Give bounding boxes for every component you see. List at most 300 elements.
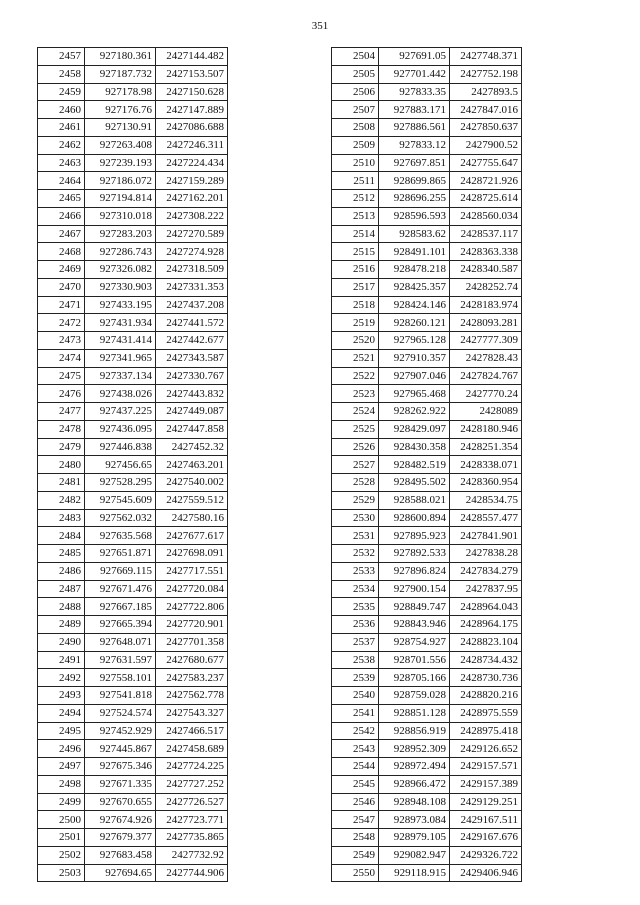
point-number-cell: 2482	[38, 491, 85, 509]
y-coordinate-cell: 2428975.559	[450, 704, 522, 722]
point-number-cell: 2539	[332, 669, 379, 687]
x-coordinate-cell: 927665.394	[85, 616, 156, 634]
y-coordinate-cell: 2427847.016	[450, 101, 522, 119]
table-row	[38, 633, 228, 651]
point-number-cell: 2537	[332, 633, 379, 651]
x-coordinate-cell: 927180.361	[85, 48, 156, 66]
coordinates-table-right	[331, 47, 522, 882]
y-coordinate-cell: 2427824.767	[450, 367, 522, 385]
y-coordinate-cell: 2427580.16	[156, 509, 228, 527]
point-number-cell: 2474	[38, 349, 85, 367]
y-coordinate-cell: 2427722.806	[156, 598, 228, 616]
y-coordinate-cell: 2427755.647	[450, 154, 522, 172]
y-coordinate-cell: 2428180.946	[450, 420, 522, 438]
x-coordinate-cell: 927194.814	[85, 190, 156, 208]
table-row	[332, 722, 522, 740]
point-number-cell: 2492	[38, 669, 85, 687]
y-coordinate-cell: 2427735.865	[156, 829, 228, 847]
point-number-cell: 2498	[38, 775, 85, 793]
point-number-cell: 2543	[332, 740, 379, 758]
y-coordinate-cell: 2427727.252	[156, 775, 228, 793]
point-number-cell: 2466	[38, 207, 85, 225]
x-coordinate-cell: 927263.408	[85, 136, 156, 154]
point-number-cell: 2512	[332, 190, 379, 208]
table-row	[38, 811, 228, 829]
y-coordinate-cell: 2427680.677	[156, 651, 228, 669]
x-coordinate-cell: 928596.593	[379, 207, 450, 225]
y-coordinate-cell: 2427224.434	[156, 154, 228, 172]
x-coordinate-cell: 928849.747	[379, 598, 450, 616]
x-coordinate-cell: 927326.082	[85, 261, 156, 279]
x-coordinate-cell: 927671.335	[85, 775, 156, 793]
y-coordinate-cell: 2427724.225	[156, 758, 228, 776]
x-coordinate-cell: 927892.533	[379, 545, 450, 563]
y-coordinate-cell: 2427677.617	[156, 527, 228, 545]
table-row	[332, 509, 522, 527]
x-coordinate-cell: 928754.927	[379, 633, 450, 651]
x-coordinate-cell: 927679.377	[85, 829, 156, 847]
y-coordinate-cell: 2428725.614	[450, 190, 522, 208]
x-coordinate-cell: 928843.946	[379, 616, 450, 634]
x-coordinate-cell: 927667.185	[85, 598, 156, 616]
point-number-cell: 2510	[332, 154, 379, 172]
table-row	[38, 775, 228, 793]
point-number-cell: 2472	[38, 314, 85, 332]
y-coordinate-cell: 2428534.75	[450, 491, 522, 509]
table-row	[38, 598, 228, 616]
y-coordinate-cell: 2427442.677	[156, 332, 228, 350]
y-coordinate-cell: 2428252.74	[450, 278, 522, 296]
y-coordinate-cell: 2427159.289	[156, 172, 228, 190]
point-number-cell: 2486	[38, 562, 85, 580]
y-coordinate-cell: 2428975.418	[450, 722, 522, 740]
point-number-cell: 2479	[38, 438, 85, 456]
y-coordinate-cell: 2428093.281	[450, 314, 522, 332]
y-coordinate-cell: 2427850.637	[450, 119, 522, 137]
table-row	[332, 651, 522, 669]
point-number-cell: 2480	[38, 456, 85, 474]
x-coordinate-cell: 927886.561	[379, 119, 450, 137]
x-coordinate-cell: 928583.62	[379, 225, 450, 243]
point-number-cell: 2513	[332, 207, 379, 225]
table-row	[38, 83, 228, 101]
point-number-cell: 2485	[38, 545, 85, 563]
y-coordinate-cell: 2427318.509	[156, 261, 228, 279]
y-coordinate-cell: 2427437.208	[156, 296, 228, 314]
x-coordinate-cell: 927341.965	[85, 349, 156, 367]
table-row	[38, 296, 228, 314]
table-row	[38, 527, 228, 545]
point-number-cell: 2509	[332, 136, 379, 154]
coordinates-table-left	[37, 47, 228, 882]
table-row	[332, 136, 522, 154]
y-coordinate-cell: 2427447.858	[156, 420, 228, 438]
y-coordinate-cell: 2427770.24	[450, 385, 522, 403]
x-coordinate-cell: 928948.108	[379, 793, 450, 811]
y-coordinate-cell: 2428734.432	[450, 651, 522, 669]
point-number-cell: 2529	[332, 491, 379, 509]
y-coordinate-cell: 2429167.511	[450, 811, 522, 829]
x-coordinate-cell: 927669.115	[85, 562, 156, 580]
point-number-cell: 2464	[38, 172, 85, 190]
table-row	[332, 48, 522, 66]
x-coordinate-cell: 927907.046	[379, 367, 450, 385]
x-coordinate-cell: 927896.824	[379, 562, 450, 580]
point-number-cell: 2493	[38, 687, 85, 705]
point-number-cell: 2481	[38, 474, 85, 492]
table-row	[332, 829, 522, 847]
table-row	[332, 740, 522, 758]
table-row	[332, 438, 522, 456]
table-row	[332, 65, 522, 83]
table-row	[38, 687, 228, 705]
table-row	[332, 527, 522, 545]
x-coordinate-cell: 927631.597	[85, 651, 156, 669]
x-coordinate-cell: 927648.071	[85, 633, 156, 651]
x-coordinate-cell: 927438.026	[85, 385, 156, 403]
point-number-cell: 2521	[332, 349, 379, 367]
x-coordinate-cell: 928430.358	[379, 438, 450, 456]
x-coordinate-cell: 927697.851	[379, 154, 450, 172]
x-coordinate-cell: 927910.357	[379, 349, 450, 367]
table-row	[332, 367, 522, 385]
point-number-cell: 2491	[38, 651, 85, 669]
x-coordinate-cell: 927833.12	[379, 136, 450, 154]
table-row	[38, 456, 228, 474]
table-row	[38, 545, 228, 563]
x-coordinate-cell: 927895.923	[379, 527, 450, 545]
table-row	[38, 651, 228, 669]
x-coordinate-cell: 927330.903	[85, 278, 156, 296]
table-row	[332, 704, 522, 722]
table-row	[38, 172, 228, 190]
x-coordinate-cell: 927674.926	[85, 811, 156, 829]
point-number-cell: 2515	[332, 243, 379, 261]
point-number-cell: 2473	[38, 332, 85, 350]
table-row	[332, 598, 522, 616]
x-coordinate-cell: 928972.494	[379, 758, 450, 776]
y-coordinate-cell: 2428360.954	[450, 474, 522, 492]
y-coordinate-cell: 2427698.091	[156, 545, 228, 563]
y-coordinate-cell: 2427752.198	[450, 65, 522, 83]
point-number-cell: 2541	[332, 704, 379, 722]
x-coordinate-cell: 927675.346	[85, 758, 156, 776]
point-number-cell: 2503	[38, 864, 85, 882]
point-number-cell: 2517	[332, 278, 379, 296]
x-coordinate-cell: 927452.929	[85, 722, 156, 740]
point-number-cell: 2497	[38, 758, 85, 776]
x-coordinate-cell: 927239.193	[85, 154, 156, 172]
y-coordinate-cell: 2427086.688	[156, 119, 228, 137]
table-row	[332, 349, 522, 367]
y-coordinate-cell: 2427144.482	[156, 48, 228, 66]
x-coordinate-cell: 928600.894	[379, 509, 450, 527]
x-coordinate-cell: 927671.476	[85, 580, 156, 598]
point-number-cell: 2532	[332, 545, 379, 563]
y-coordinate-cell: 2428730.736	[450, 669, 522, 687]
x-coordinate-cell: 927437.225	[85, 403, 156, 421]
table-row	[38, 846, 228, 864]
point-number-cell: 2533	[332, 562, 379, 580]
y-coordinate-cell: 2427543.327	[156, 704, 228, 722]
point-number-cell: 2461	[38, 119, 85, 137]
x-coordinate-cell: 928588.021	[379, 491, 450, 509]
x-coordinate-cell: 927670.655	[85, 793, 156, 811]
point-number-cell: 2457	[38, 48, 85, 66]
point-number-cell: 2462	[38, 136, 85, 154]
y-coordinate-cell: 2427726.527	[156, 793, 228, 811]
point-number-cell: 2494	[38, 704, 85, 722]
y-coordinate-cell: 2429157.389	[450, 775, 522, 793]
table-row	[38, 722, 228, 740]
x-coordinate-cell: 928478.218	[379, 261, 450, 279]
y-coordinate-cell: 2427701.358	[156, 633, 228, 651]
point-number-cell: 2460	[38, 101, 85, 119]
point-number-cell: 2477	[38, 403, 85, 421]
x-coordinate-cell: 927436.095	[85, 420, 156, 438]
table-row	[332, 562, 522, 580]
y-coordinate-cell: 2429167.676	[450, 829, 522, 847]
y-coordinate-cell: 2429157.571	[450, 758, 522, 776]
table-row	[332, 811, 522, 829]
y-coordinate-cell: 2427720.084	[156, 580, 228, 598]
point-number-cell: 2546	[332, 793, 379, 811]
y-coordinate-cell: 2427837.95	[450, 580, 522, 598]
table-row	[38, 207, 228, 225]
table-row	[38, 101, 228, 119]
y-coordinate-cell: 2427441.572	[156, 314, 228, 332]
point-number-cell: 2550	[332, 864, 379, 882]
point-number-cell: 2523	[332, 385, 379, 403]
y-coordinate-cell: 2427147.889	[156, 101, 228, 119]
point-number-cell: 2478	[38, 420, 85, 438]
y-coordinate-cell: 2427828.43	[450, 349, 522, 367]
y-coordinate-cell: 2428964.043	[450, 598, 522, 616]
x-coordinate-cell: 928495.502	[379, 474, 450, 492]
y-coordinate-cell: 2428363.338	[450, 243, 522, 261]
table-row	[332, 243, 522, 261]
x-coordinate-cell: 927694.65	[85, 864, 156, 882]
x-coordinate-cell: 927701.442	[379, 65, 450, 83]
x-coordinate-cell: 927283.203	[85, 225, 156, 243]
x-coordinate-cell: 927337.134	[85, 367, 156, 385]
y-coordinate-cell: 2427463.201	[156, 456, 228, 474]
point-number-cell: 2518	[332, 296, 379, 314]
y-coordinate-cell: 2427449.087	[156, 403, 228, 421]
y-coordinate-cell: 2427330.767	[156, 367, 228, 385]
table-row	[38, 403, 228, 421]
y-coordinate-cell: 2428560.034	[450, 207, 522, 225]
x-coordinate-cell: 929118.915	[379, 864, 450, 882]
point-number-cell: 2508	[332, 119, 379, 137]
x-coordinate-cell: 928973.084	[379, 811, 450, 829]
x-coordinate-cell: 928429.097	[379, 420, 450, 438]
table-row	[332, 332, 522, 350]
point-number-cell: 2502	[38, 846, 85, 864]
table-row	[332, 456, 522, 474]
x-coordinate-cell: 927635.568	[85, 527, 156, 545]
point-number-cell: 2490	[38, 633, 85, 651]
point-number-cell: 2548	[332, 829, 379, 847]
x-coordinate-cell: 927965.468	[379, 385, 450, 403]
table-row	[332, 687, 522, 705]
x-coordinate-cell: 928966.472	[379, 775, 450, 793]
x-coordinate-cell: 928425.357	[379, 278, 450, 296]
x-coordinate-cell: 927683.458	[85, 846, 156, 864]
point-number-cell: 2530	[332, 509, 379, 527]
point-number-cell: 2483	[38, 509, 85, 527]
point-number-cell: 2536	[332, 616, 379, 634]
table-row	[38, 314, 228, 332]
table-row	[38, 704, 228, 722]
table-row	[332, 261, 522, 279]
table-row	[38, 154, 228, 172]
x-coordinate-cell: 927176.76	[85, 101, 156, 119]
table-row	[332, 190, 522, 208]
table-row	[332, 154, 522, 172]
table-row	[332, 385, 522, 403]
y-coordinate-cell: 2427274.928	[156, 243, 228, 261]
point-number-cell: 2487	[38, 580, 85, 598]
point-number-cell: 2528	[332, 474, 379, 492]
point-number-cell: 2463	[38, 154, 85, 172]
table-row	[332, 296, 522, 314]
table-row	[332, 119, 522, 137]
y-coordinate-cell: 2427583.237	[156, 669, 228, 687]
x-coordinate-cell: 927445.867	[85, 740, 156, 758]
table-row	[332, 669, 522, 687]
point-number-cell: 2495	[38, 722, 85, 740]
point-number-cell: 2538	[332, 651, 379, 669]
table-row	[38, 332, 228, 350]
y-coordinate-cell: 2428251.354	[450, 438, 522, 456]
point-number-cell: 2535	[332, 598, 379, 616]
point-number-cell: 2531	[332, 527, 379, 545]
y-coordinate-cell: 2427246.311	[156, 136, 228, 154]
point-number-cell: 2520	[332, 332, 379, 350]
y-coordinate-cell: 2427717.551	[156, 562, 228, 580]
y-coordinate-cell: 2427838.28	[450, 545, 522, 563]
y-coordinate-cell: 2427162.201	[156, 190, 228, 208]
y-coordinate-cell: 2428823.104	[450, 633, 522, 651]
y-coordinate-cell: 2427732.92	[156, 846, 228, 864]
x-coordinate-cell: 927528.295	[85, 474, 156, 492]
table-row	[38, 580, 228, 598]
point-number-cell: 2549	[332, 846, 379, 864]
table-row	[332, 864, 522, 882]
y-coordinate-cell: 2428964.175	[450, 616, 522, 634]
point-number-cell: 2534	[332, 580, 379, 598]
y-coordinate-cell: 2428820.216	[450, 687, 522, 705]
point-number-cell: 2501	[38, 829, 85, 847]
table-row	[38, 793, 228, 811]
table-row	[332, 225, 522, 243]
table-row	[38, 261, 228, 279]
table-row	[332, 83, 522, 101]
table-row	[38, 225, 228, 243]
point-number-cell: 2525	[332, 420, 379, 438]
table-row	[38, 243, 228, 261]
point-number-cell: 2468	[38, 243, 85, 261]
y-coordinate-cell: 2429129.251	[450, 793, 522, 811]
point-number-cell: 2527	[332, 456, 379, 474]
y-coordinate-cell: 2427777.309	[450, 332, 522, 350]
y-coordinate-cell: 2427748.371	[450, 48, 522, 66]
x-coordinate-cell: 928952.309	[379, 740, 450, 758]
x-coordinate-cell: 927178.98	[85, 83, 156, 101]
x-coordinate-cell: 927431.414	[85, 332, 156, 350]
point-number-cell: 2505	[332, 65, 379, 83]
x-coordinate-cell: 927691.05	[379, 48, 450, 66]
table-row	[38, 509, 228, 527]
x-coordinate-cell: 928759.028	[379, 687, 450, 705]
point-number-cell: 2522	[332, 367, 379, 385]
table-row	[332, 545, 522, 563]
x-coordinate-cell: 927431.934	[85, 314, 156, 332]
table-row	[332, 491, 522, 509]
y-coordinate-cell: 2427834.279	[450, 562, 522, 580]
table-row	[332, 846, 522, 864]
point-number-cell: 2506	[332, 83, 379, 101]
point-number-cell: 2524	[332, 403, 379, 421]
table-row	[38, 385, 228, 403]
y-coordinate-cell: 2427893.5	[450, 83, 522, 101]
y-coordinate-cell: 2427458.689	[156, 740, 228, 758]
point-number-cell: 2489	[38, 616, 85, 634]
y-coordinate-cell: 2428183.974	[450, 296, 522, 314]
table-row	[332, 207, 522, 225]
x-coordinate-cell: 927446.838	[85, 438, 156, 456]
y-coordinate-cell: 2427744.906	[156, 864, 228, 882]
point-number-cell: 2514	[332, 225, 379, 243]
y-coordinate-cell: 2429326.722	[450, 846, 522, 864]
y-coordinate-cell: 2427443.832	[156, 385, 228, 403]
table-row	[38, 349, 228, 367]
point-number-cell: 2516	[332, 261, 379, 279]
point-number-cell: 2458	[38, 65, 85, 83]
point-number-cell: 2544	[332, 758, 379, 776]
x-coordinate-cell: 927833.35	[379, 83, 450, 101]
point-number-cell: 2484	[38, 527, 85, 545]
table-row	[38, 136, 228, 154]
table-row	[38, 48, 228, 66]
point-number-cell: 2499	[38, 793, 85, 811]
y-coordinate-cell: 2427308.222	[156, 207, 228, 225]
table-row	[38, 474, 228, 492]
table-row	[332, 793, 522, 811]
table-row	[38, 491, 228, 509]
y-coordinate-cell: 2428557.477	[450, 509, 522, 527]
point-number-cell: 2488	[38, 598, 85, 616]
point-number-cell: 2500	[38, 811, 85, 829]
point-number-cell: 2467	[38, 225, 85, 243]
point-number-cell: 2465	[38, 190, 85, 208]
table-row	[332, 278, 522, 296]
table-row	[38, 367, 228, 385]
point-number-cell: 2547	[332, 811, 379, 829]
table-row	[332, 775, 522, 793]
x-coordinate-cell: 927651.871	[85, 545, 156, 563]
x-coordinate-cell: 928262.922	[379, 403, 450, 421]
table-row	[38, 740, 228, 758]
x-coordinate-cell: 927310.018	[85, 207, 156, 225]
x-coordinate-cell: 927562.032	[85, 509, 156, 527]
table-row	[38, 190, 228, 208]
x-coordinate-cell: 927524.574	[85, 704, 156, 722]
y-coordinate-cell: 2427466.517	[156, 722, 228, 740]
table-row	[38, 864, 228, 882]
y-coordinate-cell: 2427900.52	[450, 136, 522, 154]
